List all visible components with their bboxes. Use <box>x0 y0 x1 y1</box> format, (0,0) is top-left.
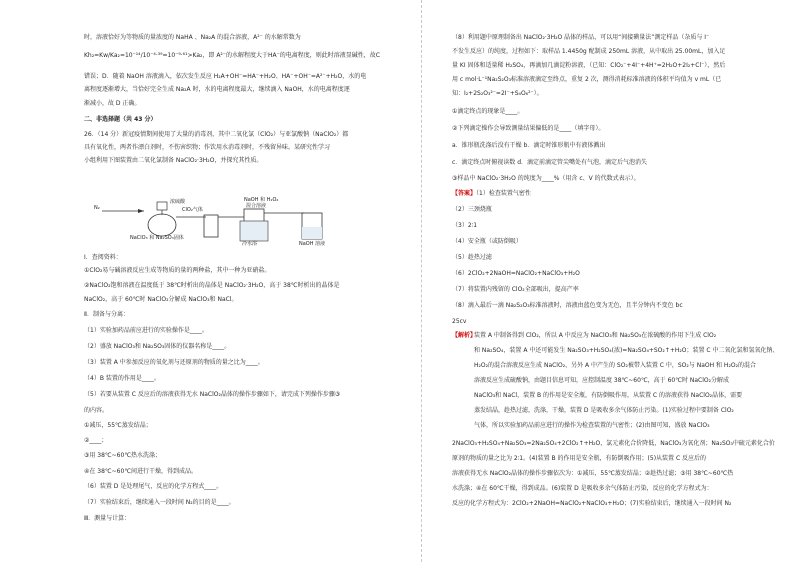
question-text-line: （4）B 装置的作用是____。 <box>84 375 160 382</box>
label-naoh-mix: NaOH 和 H₂O₂ <box>244 197 279 203</box>
answer-text-line: ①滴定终点的现象是____。 <box>452 108 524 115</box>
question-text-line: 渐减小，故 D 正确。 <box>84 100 141 107</box>
answer-text-line: （8）利用题中原理制备出 NaClO₂·3H₂O 晶体的样品，可以用“间接碘量法”测定样品（杂质与 I⁻ <box>452 34 710 41</box>
answer-text-line: ③样品中 NaClO₂·3H₂O 的纯度为____%（用含 c、V 的代数式表示）。 <box>452 175 640 182</box>
answer-text-line: （2）三颈烧瓶 <box>452 206 492 213</box>
question-text-line: ②____； <box>84 437 108 444</box>
label-naoh-mix-2: 混合溶液 <box>246 203 267 209</box>
answer-text-line: 2NaClO₃+H₂SO₄+Na₂SO₃=2Na₂SO₄+2ClO₂↑+H₂O，氯元素化合价降低，NaClO₃为氧化剂；Na₂SO₃中硫元素化合价 <box>452 440 775 447</box>
answer-text-line: c．滴定终点时俯视读数 d．滴定前滴定管尖嘴处有气泡，滴定后气泡消失 <box>452 159 648 166</box>
label-gas: ClO₂气体 <box>182 207 203 213</box>
question-text-line: Kh₂=Kw/Ka₂=10⁻¹⁴/10⁻⁴·³⁹=10⁻⁹·⁶¹>Ka₂，即 A²⁻的水解程度大于HA⁻的电离程度，则此时溶液显碱性，故C <box>84 52 380 59</box>
question-text-line: NaClO₂，高于 60℃时 NaClO₂分解成 NaClO₃和 NaCl。 <box>84 296 238 303</box>
label-solids: NaClO₃ 和 Na₂SO₃固体 <box>130 235 184 241</box>
question-text-line: （1）实验加药品前应进行的实验操作是____。 <box>84 327 208 334</box>
answer-first-item: （1）检查装置气密性 <box>476 190 531 197</box>
answer-text-line: a．锥形瓶洗涤后没有干燥 b．滴定时锥形瓶中有液体溅出 <box>452 142 606 149</box>
question-text-line: 离程度逐渐增大，当恰好完全生成 Na₂A 时，水的电离程度最大，继续滴入 NaOH，水的电离程度逐 <box>84 86 350 93</box>
dropping-funnel <box>157 202 167 210</box>
answer-text-line: （6）2ClO₂+2NaOH=NaClO₂+NaClO₃+H₂O <box>452 270 580 277</box>
answer-text-line: （8）滴入最后一滴 Na₂S₂O₃标准溶液时，溶液由蓝色变为无色，且半分钟内不变色 bc <box>452 302 683 309</box>
cold-water-bath <box>240 221 268 241</box>
answer-text-line: ②下列滴定操作会导致测量结果偏低的是____（填字母）。 <box>452 125 605 132</box>
question-text-line: （6）装置 D 是处理尾气，反应的化学方程式____。 <box>84 483 223 490</box>
label-naoh-solution: NaOH 溶液 <box>299 241 326 247</box>
analysis-text-line: 蒸发结晶，趁热过滤，洗涤，干燥，装置 D 是吸收多余气体防止污染。(1)实验过程中要制备 ClO₂ <box>474 407 734 414</box>
question-text-line: 26．（14 分）新冠疫情期间使用了大量的消毒剂，其中二氧化氯（ClO₂）与亚氯酸钠（NaClO₂）都 <box>84 131 349 138</box>
question-text-line: 具有氧化性，两者作漂白剂时，不伤害织物；作饮用水消毒剂时，不残留异味。某研究性学习 <box>84 144 331 151</box>
question-text-line: Ⅲ．测量与计算： <box>84 515 131 522</box>
question-text-line: （7）实验结束后，继续通入一段时间 N₂的目的是____。 <box>84 499 235 506</box>
analysis-text-line: NaClO₃和 NaCl，装置 B 的作用是安全瓶，有防倒吸作用，从装置 C 的溶液获得 NaClO₂晶体，需要 <box>474 392 743 399</box>
answer-text-line: 25cv <box>452 318 467 325</box>
three-neck-flask-A <box>148 214 176 236</box>
answer-text-line: 反应的化学方程式为：2ClO₂+2NaOH=NaClO₂+NaClO₃+H₂O；(7)实验结束后，继续通入一段时间 N₂ <box>452 500 732 507</box>
answer-text-line: （7）将装置内残留的 ClO₂全部吸出，提高产率 <box>452 286 579 293</box>
question-text-line: 错误；D．随着 NaOH 溶液滴入，依次发生反应 H₂A+OH⁻=HA⁻+H₂O、HA⁻+OH⁻=A²⁻+H₂O，水的电 <box>84 73 367 80</box>
answer-text-line: 不发生反应）的纯度，过程如下：取样品 1.4450g 配制成 250mL 溶液，从中取出 25.00mL，加入足 <box>452 48 726 55</box>
answer-text-line: 用 c mol·L⁻¹Na₂S₂O₃标准溶液滴定至终点，重复 2 次，测得消耗标准溶液的体积平均值为 v mL（已 <box>452 76 722 83</box>
analysis-label: 【解析】 <box>452 332 477 339</box>
answer-text-line: 知：I₂+2S₂O₃²⁻=2I⁻+S₄O₆²⁻）。 <box>452 90 543 97</box>
question-text-line: ①减压，55℃蒸发结晶； <box>84 422 152 429</box>
analysis-text-line: 溶液反应生成硫酸钠，由题目信息可知，应控制温度 38℃~60℃，高于 60℃时 NaClO₂分解成 <box>474 377 730 384</box>
left-column <box>84 0 390 562</box>
experimental-apparatus-figure <box>94 197 364 247</box>
answer-text-line: （5）趁热过滤 <box>452 254 492 261</box>
question-text-line: ①ClO₂易与碱溶液反应生成等物质的量的两种盐，其中一种为亚硝盐。 <box>84 267 271 274</box>
label-cold-water: 冷水浴 <box>242 241 258 247</box>
question-text-line: Ⅰ．查阅资料： <box>84 254 122 261</box>
question-text-line: （3）装置 A 中参加反应的氧化剂与还原剂的物质的量之比为____。 <box>84 359 264 366</box>
analysis-text-line: H₂O₂的混合溶液反应生成 NaClO₂，另外 A 中产生的 SO₂被带入装置 C 中，SO₂与 NaOH 和 H₂O₂的混合 <box>474 362 756 369</box>
analysis-text-line: 和 Na₂SO₄，装置 A 中还可能发生 Na₂SO₃+H₂SO₄(浓)=Na₂SO₄+SO₂↑+H₂O；装置 C 中二氧化氯和氢氧化钠、 <box>474 347 779 354</box>
answer-text-line: 水洗涤；④在 60℃干燥，得到成品。(6)装置 D 是吸收多余气体防止污染，反应的化学方程式为： <box>452 485 713 492</box>
right-column <box>452 0 779 562</box>
column-divider <box>421 0 422 562</box>
question-text-line: Ⅱ．制备与分离： <box>84 311 129 318</box>
answer-label: 【答案】 <box>452 190 477 197</box>
question-text-line: ②NaClO₂饱和溶液在温度低于 38℃时析出的晶体是 NaClO₂·3H₂O，高于 38℃时析出的晶体是 <box>84 282 340 289</box>
question-text-line: （2）盛放 NaClO₃和 Na₂SO₃固体的仪器名称是____。 <box>84 343 231 350</box>
analysis-text-line: 气体，所以实验加药品前应进行的操作为检查装置的气密性；(2)由图可知，盛放 NaClO₃ <box>474 422 710 429</box>
label-funnel: 浓硫酸 <box>170 199 186 205</box>
question-text-line: 的内容。 <box>84 407 109 414</box>
question-text-line: 时，溶液恰好为等物质的量浓度的 NaHA 、Na₂A 的混合溶液，A²⁻ 的水解常数为 <box>84 34 301 41</box>
question-text-line: （5）若要从装置 C 反应后的溶液获得无水 NaClO₂晶体的操作步骤如下，请完成下列操作步骤③ <box>84 391 341 398</box>
answer-text-line: （3）2∶1 <box>452 222 478 229</box>
analysis-text-line: 装置 A 中制备得到 ClO₂，所以 A 中反应为 NaClO₃和 Na₂SO₃在浓硫酸的作用下生成 ClO₂ <box>474 332 717 339</box>
analysis-heading <box>452 332 476 340</box>
question-text-line: 小组利用下图装置由二氧化氯制备 NaClO₂·3H₂O，并探究其性质。 <box>84 157 263 164</box>
answer-text-line: 溶液获得无水 NaClO₂晶体的操作步骤依次为：①减压，55℃蒸发结晶；②趁热过滤；③用 38℃~60℃热 <box>452 470 734 477</box>
label-n2: N₂ <box>94 205 100 211</box>
n2-arrow <box>138 209 144 213</box>
answer-heading <box>452 190 531 198</box>
answer-text-line: 原剂的物质的量之比为 2∶1。(4)装置 B 的作用是安全瓶，有防倒吸作用；(5)从装置 C 反应后的 <box>452 455 707 462</box>
question-text-line: ④在 38℃~60℃间进行干燥，得到成品。 <box>84 468 198 475</box>
question-text-line: ③用 38℃~60℃热水洗涤； <box>84 452 162 459</box>
safety-bottle-B <box>204 215 218 237</box>
answer-text-line: （4）安全瓶（或防倒吸） <box>452 238 522 245</box>
question-text-line: 二、非选择题（共 43 分） <box>84 116 157 123</box>
answer-text-line: 量 KI 固体和适量稀 H₂SO₄，再滴加几滴淀粉溶液，（已知：ClO₂⁻+4I⁻+4H⁺=2H₂O+2I₂+Cl⁻），然后 <box>452 62 726 69</box>
